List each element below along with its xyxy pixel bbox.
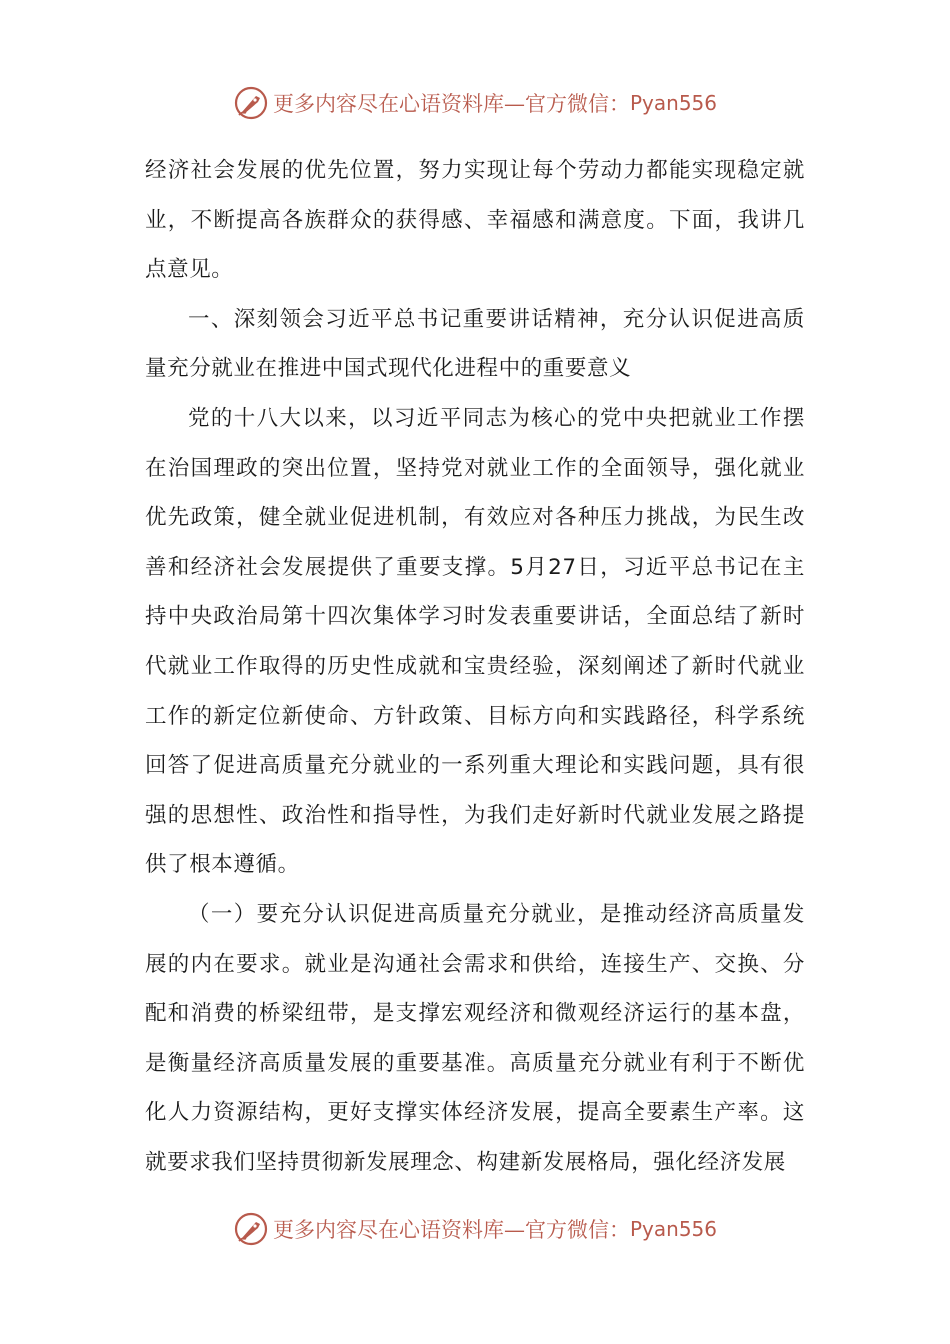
paragraph-continuation: 经济社会发展的优先位置，努力实现让每个劳动力都能实现稳定就业，不断提高各族群众的获得感、幸福感和满意度。下面，我讲几点意见。 [145, 158, 805, 283]
document-body [145, 146, 805, 1187]
pen-nib-logo-icon [233, 1211, 269, 1247]
subsection-paragraph: （一）要充分认识促进高质量充分就业，是推动经济高质量发展的内在要求。就业是沟通社会需求和供给，连接生产、交换、分配和消费的桥梁纽带，是支撑宏观经济和微观经济运行的基本盘，是衡量经济高质量发展的重要基准。高质量充分就业有利于不断优化人力资源结构，更好支撑实体经济发展，提高全要素生产率。这就要求我们坚持贯彻新发展理念、构建新发展格局，强化经济发展 [145, 901, 805, 1175]
watermark-text: 更多内容尽在心语资料库—官方微信： [272, 1218, 630, 1242]
watermark-wechat-id: Pyan556 [629, 1217, 717, 1241]
watermark-wechat-id: Pyan556 [629, 91, 717, 115]
section-heading: 一、深刻领会习近平总书记重要讲话精神，充分认识促进高质量充分就业在推进中国式现代化进程中的重要意义 [145, 306, 805, 382]
paragraph: 党的十八大以来，以习近平同志为核心的党中央把就业工作摆在治国理政的突出位置，坚持党对就业工作的全面领导，强化就业优先政策，健全就业促进机制，有效应对各种压力挑战，为民生改善和经济社会发展提供了重要支撑。5月27日，习近平总书记在主持中央政治局第十四次集体学习时发表重要讲话，全面总结了新时代就业工作取得的历史性成就和宝贵经验，深刻阐述了新时代就业工作的新定位新使命、方针政策、目标方向和实践路径，科学系统回答了促进高质量充分就业的一系列重大理论和实践问题，具有很强的思想性、政治性和指导性，为我们走好新时代就业发展之路提供了根本遵循。 [145, 405, 805, 878]
pen-nib-logo-icon [233, 85, 269, 121]
header-watermark [0, 82, 950, 124]
watermark-text: 更多内容尽在心语资料库—官方微信： [272, 92, 630, 116]
footer-watermark [0, 1208, 950, 1250]
